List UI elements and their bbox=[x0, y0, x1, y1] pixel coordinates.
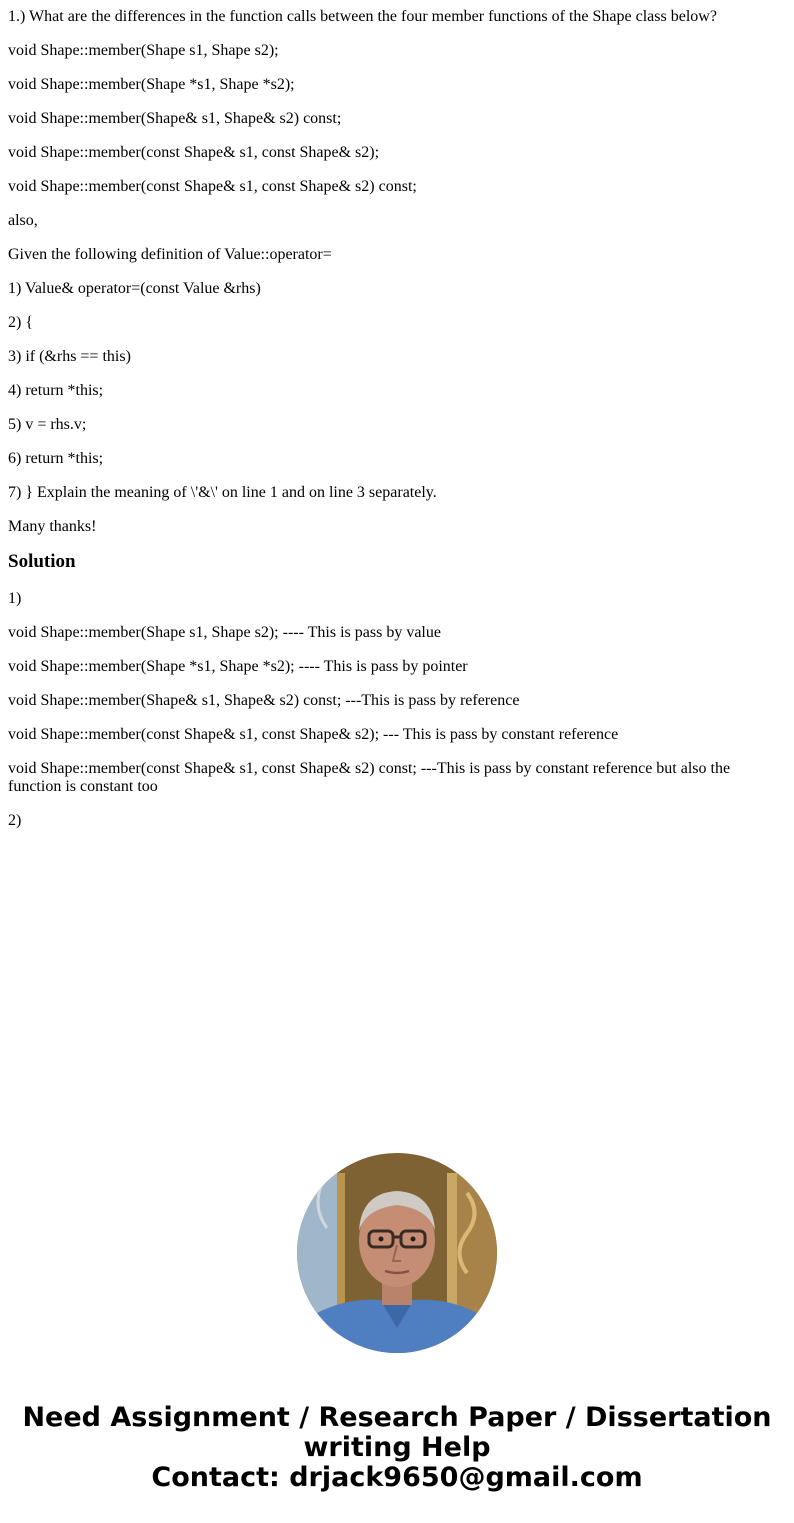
solution-line: 2) bbox=[8, 812, 22, 829]
question-line: 4) return *this; bbox=[8, 382, 104, 399]
question-line: void Shape::member(const Shape& s1, const Shape& s2); bbox=[8, 144, 380, 161]
solution-line: void Shape::member(const Shape& s1, const Shape& s2) const; ---This is pass by constant reference but also the function is constant too bbox=[8, 760, 731, 795]
question-line: 1.) What are the differences in the function calls between the four member functions of the Shape class below? bbox=[8, 8, 717, 25]
question-line: void Shape::member(Shape& s1, Shape& s2) const; bbox=[8, 110, 342, 127]
footer-banner bbox=[0, 1403, 794, 1493]
question-line: 6) return *this; bbox=[8, 450, 104, 467]
author-portrait-image bbox=[297, 1153, 497, 1353]
question-line: 7) } Explain the meaning of \'&\' on line 1 and on line 3 separately. bbox=[8, 484, 437, 501]
question-line: 5) v = rhs.v; bbox=[8, 416, 87, 433]
footer-line-1: Need Assignment / Research Paper / Dissertation bbox=[22, 1402, 772, 1433]
question-line: void Shape::member(Shape *s1, Shape *s2); bbox=[8, 76, 295, 93]
document-body bbox=[8, 0, 778, 838]
author-avatar bbox=[297, 1153, 497, 1353]
solution-line: void Shape::member(Shape *s1, Shape *s2); ---- This is pass by pointer bbox=[8, 658, 468, 675]
question-line: also, bbox=[8, 212, 38, 229]
solution-line: void Shape::member(Shape s1, Shape s2); ---- This is pass by value bbox=[8, 624, 441, 641]
question-line: 3) if (&rhs == this) bbox=[8, 348, 131, 365]
solution-line: void Shape::member(Shape& s1, Shape& s2) const; ---This is pass by reference bbox=[8, 692, 520, 709]
question-line: void Shape::member(const Shape& s1, const Shape& s2) const; bbox=[8, 178, 417, 195]
question-line: void Shape::member(Shape s1, Shape s2); bbox=[8, 42, 279, 59]
question-line: 2) { bbox=[8, 314, 34, 331]
question-line: Given the following definition of Value::operator= bbox=[8, 246, 332, 263]
footer-line-2: writing Help bbox=[303, 1432, 491, 1463]
solution-line: void Shape::member(const Shape& s1, const Shape& s2); --- This is pass by constant reference bbox=[8, 726, 619, 743]
question-line: Many thanks! bbox=[8, 518, 97, 535]
solution-heading: Solution bbox=[8, 551, 76, 572]
solution-line: 1) bbox=[8, 590, 22, 607]
footer-contact: Contact: drjack9650@gmail.com bbox=[151, 1462, 643, 1493]
question-line: 1) Value& operator=(const Value &rhs) bbox=[8, 280, 261, 297]
